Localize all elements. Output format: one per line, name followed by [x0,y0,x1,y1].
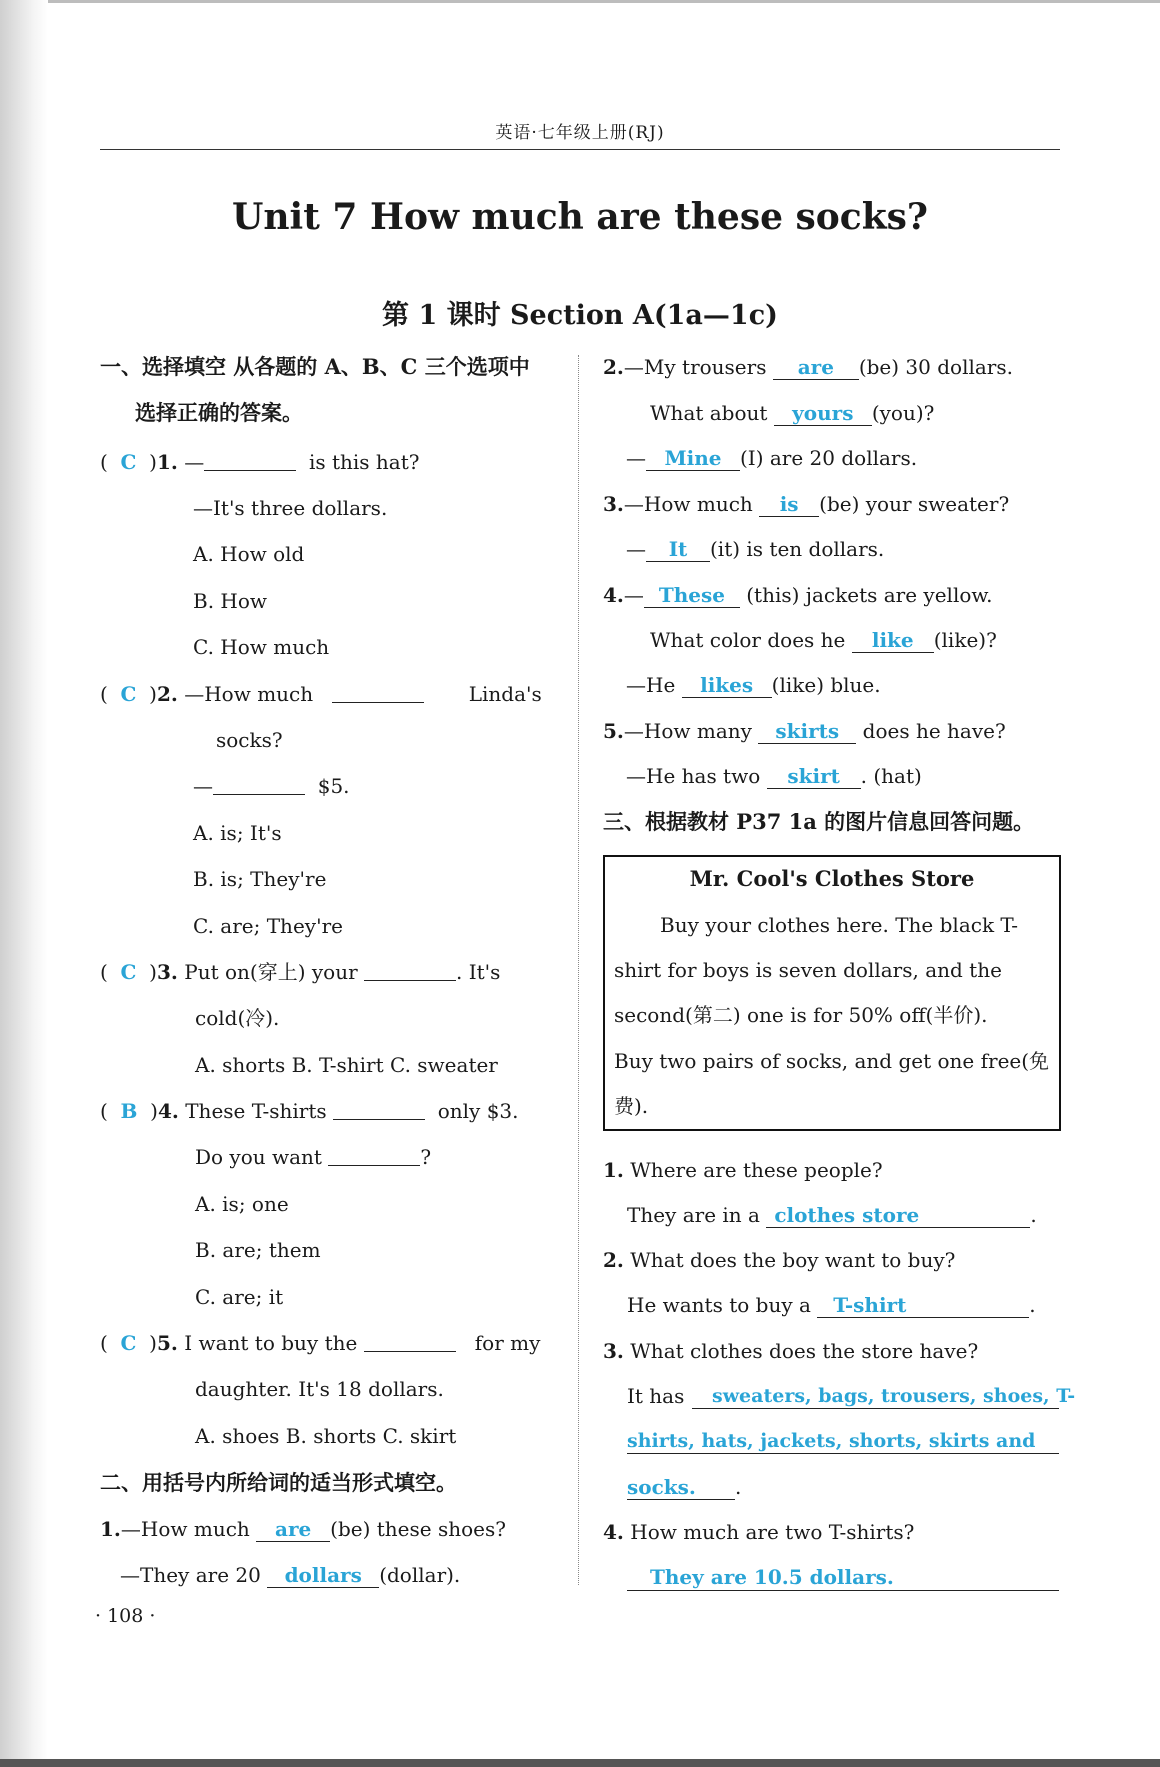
mc2-option-c: C. are; They're [193,914,343,938]
part1-heading-line1: 一、选择填空 从各题的 A、B、C 三个选项中 [100,354,530,379]
fill-answer: like [852,628,934,653]
reading-question-4: 4. How much are two T-shirts? [603,1520,915,1544]
mc1-option-a: A. How old [193,542,305,566]
fill-answer: These [644,583,740,608]
mc-answer-4: B [120,1099,138,1123]
mc1-option-b: B. How [193,589,268,613]
mc-answer-2: C [120,682,137,706]
fill-question-2: 2.—My trousers are (be) 30 dollars. [603,355,1013,379]
column-divider [578,355,579,1585]
mc3-line2: cold(冷). [195,1006,280,1030]
reading-answer-1: They are in a clothes store . [627,1203,1037,1227]
fill-question-1-line2: —They are 20 dollars (dollar). [120,1563,461,1587]
answer-blank [204,448,296,471]
store-ad-line: 费). [614,1094,649,1118]
part2-heading: 二、用括号内所给词的适当形式填空。 [100,1470,457,1495]
fill-answer: is [759,492,819,517]
store-ad-line: Buy your clothes here. The black T- [660,913,1018,937]
mc-answer-1: C [120,450,137,474]
answer-underline [692,1408,1059,1409]
header-rule [100,149,1060,150]
reading-answer: T-shirt [817,1293,1029,1318]
mc4-option-a: A. is; one [195,1192,289,1216]
mc5-options: A. shoes B. shorts C. skirt [195,1424,457,1448]
fill-answer: Mine [646,446,740,471]
store-ad-title: Mr. Cool's Clothes Store [689,866,975,891]
part1-heading-line2: 选择正确的答案。 [135,400,303,425]
answer-blank [364,958,456,981]
mc3-options: A. shorts B. T-shirt C. sweater [195,1053,498,1077]
page-bottom-edge [0,1759,1160,1767]
answer-blank [213,772,305,795]
reading-answer: clothes store [766,1203,1030,1228]
fill-answer: are [256,1517,330,1542]
fill-answer: dollars [267,1563,379,1588]
mc2-option-a: A. is; It's [193,821,282,845]
store-ad-line: Buy two pairs of socks, and get one free(免 [614,1049,1050,1073]
reading-question-3: 3. What clothes does the store have? [603,1339,979,1363]
fill-question-4-line2: What color does he like (like)? [650,628,997,652]
answer-blank [364,1329,456,1352]
fill-question-4: 4.— These (this) jackets are yellow. [603,583,993,607]
fill-answer: skirts [758,719,856,744]
answer-blank [333,1097,425,1120]
fill-question-1: 1.—How much are (be) these shoes? [100,1517,506,1541]
fill-answer: are [773,355,859,380]
mc-question-1: ( C )1. — is this hat? [100,450,420,474]
reading-answer-3-label: It has [627,1384,685,1408]
fill-question-5-line2: —He has two skirt . (hat) [626,764,922,788]
fill-question-2-line2: What about yours (you)? [650,401,935,425]
mc4-option-c: C. are; it [195,1285,284,1309]
fill-question-4-line3: —He likes (like) blue. [626,673,881,697]
answer-blank [328,1143,420,1166]
unit-title: Unit 7 How much are these socks? [231,196,929,238]
answer-underline [627,1453,1059,1454]
fill-question-2-line3: — Mine (I) are 20 dollars. [626,446,918,470]
part3-heading: 三、根据教材 P37 1a 的图片信息回答问题。 [603,809,1035,834]
mc1-option-c: C. How much [193,635,330,659]
mc2-line2: socks? [216,728,283,752]
reading-answer-3-line1: sweaters, bags, trousers, shoes, T- [712,1385,1076,1407]
mc1-line2: —It's three dollars. [193,496,388,520]
reading-question-2: 2. What does the boy want to buy? [603,1248,956,1272]
mc-question-2: ( C )2. —How much Linda's [100,682,542,706]
answer-blank [332,680,424,703]
fill-answer: yours [774,401,872,426]
page-binding-shadow [0,0,48,1767]
page-top-edge [0,0,1160,3]
reading-answer: socks. [627,1475,735,1500]
mc-question-3: ( C )3. Put on(穿上) your . It's [100,960,501,984]
reading-answer-4: They are 10.5 dollars. [650,1565,894,1589]
mc2-option-b: B. is; They're [193,867,327,891]
fill-question-3-line2: — It (it) is ten dollars. [626,537,885,561]
lesson-title: 第 1 课时 Section A(1a—1c) [382,300,778,331]
mc4-line2: Do you want ? [195,1145,432,1169]
mc-question-4: ( B )4. These T-shirts only $3. [100,1099,519,1123]
mc-answer-3: C [120,960,137,984]
fill-question-5: 5.—How many skirts does he have? [603,719,1006,743]
mc-question-5: ( C )5. I want to buy the for my [100,1331,541,1355]
answer-underline [627,1590,1059,1591]
fill-question-3: 3.—How much is (be) your sweater? [603,492,1010,516]
store-ad-line: second(第二) one is for 50% off(半价). [614,1003,988,1027]
mc2-line3: — $5. [193,774,350,798]
mc5-line2: daughter. It's 18 dollars. [195,1377,444,1401]
store-ad-box [603,855,1061,1131]
reading-answer-3-line3: socks. . [627,1475,742,1499]
reading-question-1: 1. Where are these people? [603,1158,883,1182]
fill-answer: It [646,537,710,562]
mc4-option-b: B. are; them [195,1238,321,1262]
store-ad-line: shirt for boys is seven dollars, and the [614,958,1002,982]
mc-answer-5: C [120,1331,137,1355]
running-header: 英语·七年级上册(RJ) [495,123,665,143]
fill-answer: likes [682,673,772,698]
fill-answer: skirt [767,764,861,789]
page-number: · 108 · [95,1605,156,1627]
reading-answer-2: He wants to buy a T-shirt . [627,1293,1036,1317]
reading-answer-3-line2: shirts, hats, jackets, shorts, skirts and [627,1430,1036,1452]
